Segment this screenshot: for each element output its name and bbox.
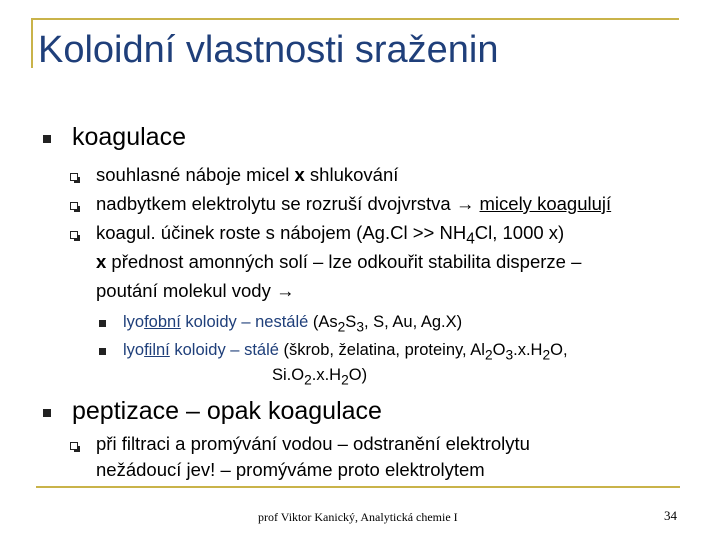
frame-left-rule [31,18,33,68]
footer-author: prof Viktor Kanický, Analytická chemie I [258,510,458,524]
item-souhlasne: souhlasné náboje micel x shlukování [96,164,399,185]
bullet-square-icon [43,135,51,143]
frame-top-rule [31,18,679,20]
footer-rule [36,486,680,488]
sub-item-lyofilni: lyofilní koloidy – stálé (škrob, želatina, proteiny, $Al_2O_3.x.H_2O$, [123,341,568,363]
bullet-square-icon [99,348,106,355]
bullet-peptizace: peptizace – opak koagulace [72,397,382,425]
item-filtrace-1: při filtraci a promývání vodou – odstranění elektrolytu [96,433,530,454]
item-filtrace-2: nežádoucí jev! – promýváme proto elektrolytem [96,459,485,480]
page-number: 34 [664,508,677,523]
item-continuation-1: x přednost amonných solí – lze odkouřit stabilita disperze – [96,251,582,272]
slide-title: Koloidní vlastnosti sraženin [38,29,499,71]
item-continuation-2: poutání molekul vody → [96,280,295,301]
sub-item-lyofobni: lyofobní koloidy – nestálé ($As_2S_3$, S, Au, Ag.X) [123,313,463,335]
bullet-koagulace: koagulace [72,123,186,151]
hollow-square-bullet-icon [70,173,78,181]
bullet-square-icon [99,320,106,327]
hollow-square-bullet-icon [70,442,78,450]
bullet-square-icon [43,409,51,417]
item-koagul-ucinek: koagul. účinek roste s nábojem ($Ag.Cl >> NH_4Cl$, 1000 x) [96,222,565,248]
hollow-square-bullet-icon [70,202,78,210]
sub-item-lyofilni-continuation: $Si.O_2.x.H_2O$) [272,366,368,388]
hollow-square-bullet-icon [70,231,78,239]
item-nadbytkem: nadbytkem elektrolytu se rozruší dvojvrstva → micely koagulují [96,193,612,214]
